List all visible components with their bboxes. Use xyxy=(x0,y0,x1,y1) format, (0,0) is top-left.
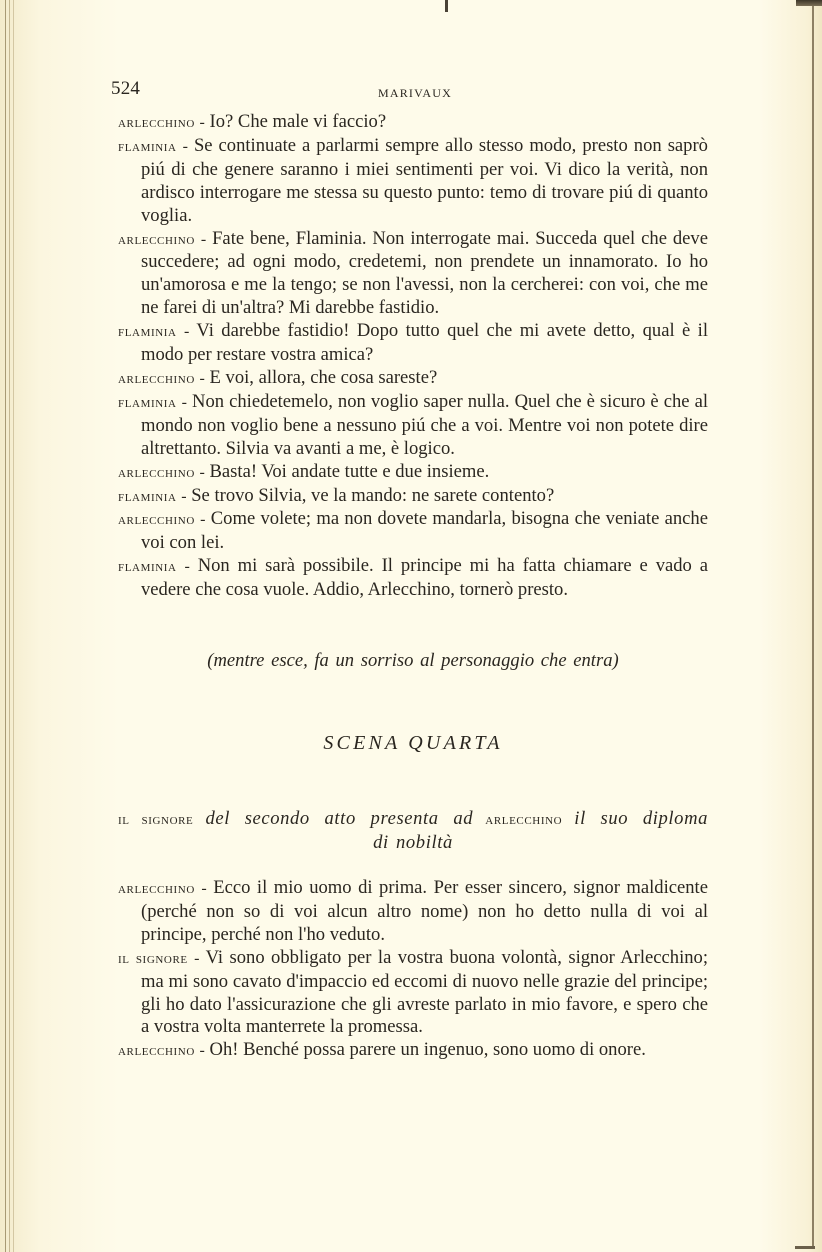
speech-text: Oh! Benché possa parere un ingenuo, sono uomo di onore. xyxy=(209,1039,646,1061)
speech xyxy=(118,461,708,485)
separator: - xyxy=(182,137,188,155)
scene-intro xyxy=(118,808,708,855)
speaker-name: arlecchino xyxy=(118,463,195,481)
scene-title: SCENA QUARTA xyxy=(323,732,503,754)
speech xyxy=(118,877,708,947)
speaker-name: arlecchino xyxy=(118,369,195,387)
speaker-name: arlecchino xyxy=(118,880,195,897)
speaker-name: arlecchino xyxy=(118,230,195,248)
page-number: 524 xyxy=(111,78,141,99)
speaker-name: arlecchino xyxy=(118,1042,195,1060)
separator: - xyxy=(199,463,205,481)
speech xyxy=(118,320,708,367)
speech xyxy=(118,508,708,555)
speech-text: Vi sono obbligato per la vostra buona volontà, signor Arlecchino; ma mi sono cavato d'impaccio ed eccomi di nuovo nelle grazie del principe; gli ho dato l'assicurazione che gli avreste parlato in mio favore, e spero che a vostra volta manterrete la promessa. xyxy=(141,946,708,1038)
binding-line xyxy=(13,0,14,1252)
binding-line xyxy=(5,0,6,1252)
separator: - xyxy=(181,487,187,505)
separator: - xyxy=(199,369,205,387)
intro-text: il suo diploma xyxy=(574,808,708,829)
running-head: MARIVAUX xyxy=(377,86,453,100)
speech-text: Se trovo Silvia, ve la mando: ne sarete contento? xyxy=(191,484,555,506)
separator: - xyxy=(200,230,207,248)
speaker-name: arlecchino xyxy=(118,511,195,529)
speech xyxy=(118,135,708,228)
speech-text: Vi darebbe fastidio! Dopo tutto quel che mi avete detto, qual è il modo per restare vostra amica? xyxy=(141,320,709,366)
binding-line xyxy=(9,0,10,1252)
page-edge xyxy=(812,6,814,1246)
speech-text: Non chiedetemelo, non voglio saper nulla. Quel che è sicuro è che al mondo non voglio bene a nessuno piú che a voi. Mentre voi non potete dire altrettanto. Silvia va avanti a me, è logico. xyxy=(141,390,708,459)
separator: - xyxy=(199,114,205,131)
speech-text: Se continuate a parlarmi sempre allo stesso modo, presto non saprò piú di che genere saranno i miei sentimenti per voi. Vi dico la verità, non ardisco interrogare me stessa su questo punto: temo di trovare piú di quanto voglia. xyxy=(141,134,708,226)
speech xyxy=(118,947,708,1040)
speech xyxy=(118,367,708,391)
speech-text: Ecco il mio uomo di prima. Per esser sincero, signor maldicente (perché non so di voi alcun altro nome) non ho detto nulla di voi al principe, perché non l'ho veduto. xyxy=(141,877,708,945)
speech-text: Basta! Voi andate tutte e due insieme. xyxy=(209,460,490,482)
speaker-name: il signore xyxy=(118,949,188,967)
speech xyxy=(118,228,708,321)
scan-mark xyxy=(445,0,448,12)
speech-text: Non mi sarà possibile. Il principe mi ha fatta chiamare e vado a vedere che cosa vuole. Addio, Arlecchino, tornerò presto. xyxy=(141,555,708,601)
speaker-name: arlecchino xyxy=(118,114,195,131)
speaker-name: flaminia xyxy=(118,393,177,411)
speech xyxy=(118,391,708,461)
speech xyxy=(118,1039,708,1063)
speech-text: E voi, allora, che cosa sareste? xyxy=(209,366,438,388)
speech xyxy=(118,111,708,135)
speech-text: Come volete; ma non dovete mandarla, bisogna che veniate anche voi con lei. xyxy=(141,508,708,554)
speaker-name: flaminia xyxy=(118,487,177,505)
separator: - xyxy=(184,558,190,576)
separator: - xyxy=(200,511,206,529)
separator: - xyxy=(181,393,187,411)
speech-text: Fate bene, Flaminia. Non interrogate mai. Succeda quel che deve succedere; ad ogni modo, credetemi, non prendete un innamorato. Io ho un'amorosa e me la tengo; se non l'avessi, non la cercherei: con voi, che me ne farei di un'altra? Mi darebbe fastidio. xyxy=(141,227,708,319)
speech xyxy=(118,485,708,509)
separator: - xyxy=(199,1042,205,1060)
character-name: il signore xyxy=(118,811,194,828)
speaker-name: flaminia xyxy=(118,323,177,341)
page-corner-shadow xyxy=(796,0,822,6)
stage-direction: (mentre esce, fa un sorriso al personaggio che entra) xyxy=(207,650,619,671)
page-corner-shadow xyxy=(795,1246,815,1249)
separator: - xyxy=(194,949,200,967)
speaker-name: flaminia xyxy=(118,558,177,576)
speaker-name: flaminia xyxy=(118,137,177,155)
character-name: arlecchino xyxy=(485,811,563,828)
scene-intro-line xyxy=(118,808,708,832)
separator: - xyxy=(183,323,190,341)
dialogue-section-1 xyxy=(118,111,708,602)
intro-text: del secondo atto presenta ad xyxy=(205,808,474,829)
speech xyxy=(118,555,708,602)
intro-text: di nobiltà xyxy=(373,831,453,853)
scene-intro-line xyxy=(118,832,708,855)
separator: - xyxy=(201,880,207,897)
speech-text: Io? Che male vi faccio? xyxy=(209,111,387,132)
dialogue-section-2 xyxy=(118,877,708,1063)
